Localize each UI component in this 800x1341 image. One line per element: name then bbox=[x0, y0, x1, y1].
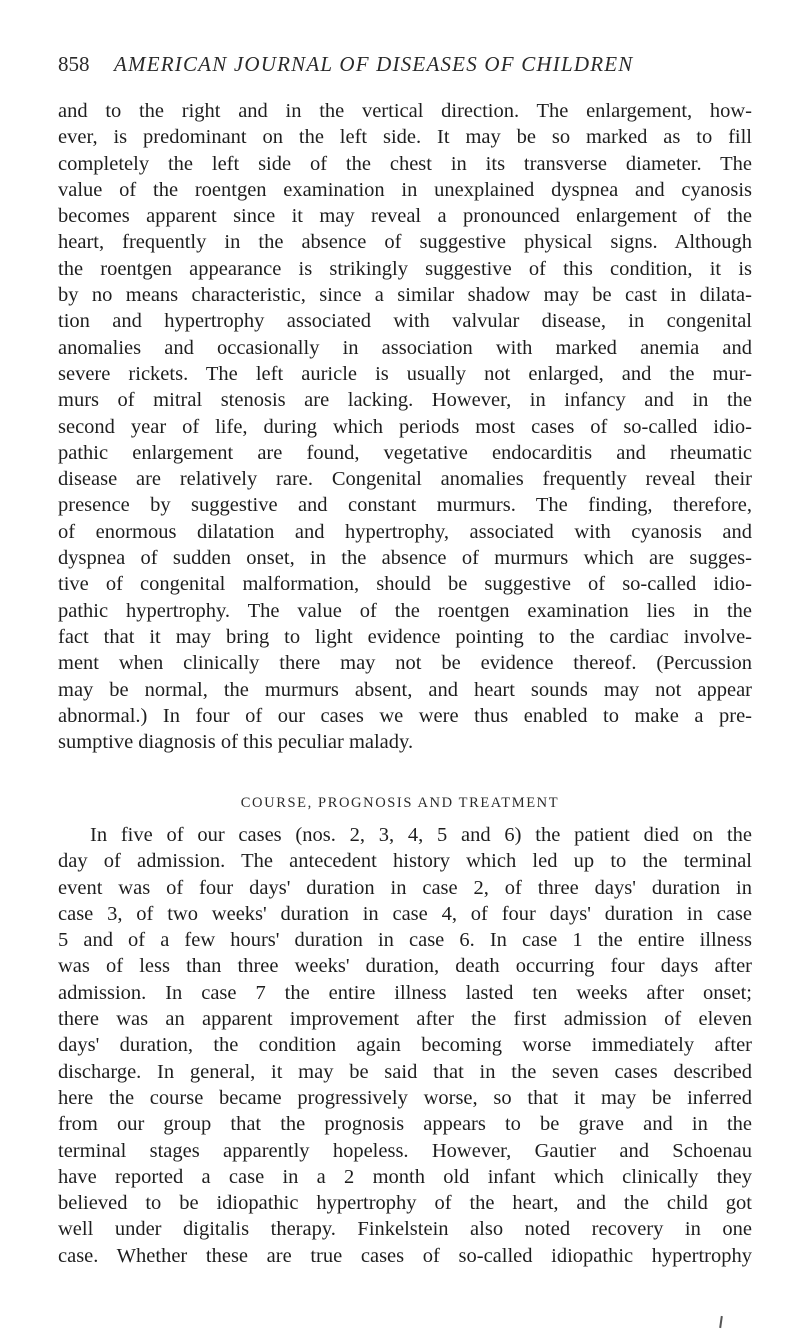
print-mark bbox=[719, 1316, 723, 1328]
text-line: of enormous dilatation and hypertrophy, associated with cyanosis and bbox=[58, 520, 752, 543]
text-line: heart, frequently in the absence of suggestive physical signs. Although bbox=[58, 231, 752, 254]
text-line: presence by suggestive and constant murmurs. The finding, therefore, bbox=[58, 494, 752, 517]
text-line: fact that it may bring to light evidence pointing to the cardiac involve- bbox=[58, 625, 752, 648]
paragraph-course-prognosis bbox=[58, 822, 752, 1269]
text-line: may be normal, the murmurs absent, and heart sounds may not appear bbox=[58, 678, 752, 701]
text-line: completely the left side of the chest in its transverse diameter. The bbox=[58, 152, 752, 175]
text-line: believed to be idiopathic hypertrophy of the heart, and the child got bbox=[58, 1192, 752, 1215]
text-line: case 3, of two weeks' duration in case 4, of four days' duration in case bbox=[58, 902, 752, 925]
text-line: here the course became progressively worse, so that it may be inferred bbox=[58, 1086, 752, 1109]
text-line: pathic hypertrophy. The value of the roentgen examination lies in the bbox=[58, 599, 752, 622]
text-line: In five of our cases (nos. 2, 3, 4, 5 and 6) the patient died on the bbox=[90, 824, 752, 846]
text-line: anomalies and occasionally in association with marked anemia and bbox=[58, 336, 752, 359]
text-line: days' duration, the condition again becoming worse immediately after bbox=[58, 1034, 752, 1057]
text-line: event was of four days' duration in case 2, of three days' duration in bbox=[58, 876, 752, 899]
text-line: dyspnea of sudden onset, in the absence of murmurs which are sugges- bbox=[58, 547, 752, 570]
text-line: have reported a case in a 2 month old infant which clinically they bbox=[58, 1165, 752, 1188]
text-line: second year of life, during which periods most cases of so-called idio- bbox=[58, 415, 752, 438]
text-line: the roentgen appearance is strikingly suggestive of this condition, it is bbox=[58, 257, 752, 280]
text-line: becomes apparent since it may reveal a pronounced enlargement of the bbox=[58, 205, 752, 228]
paragraph-roentgen-examination bbox=[58, 98, 752, 755]
text-line: well under digitalis therapy. Finkelstein also noted recovery in one bbox=[58, 1218, 752, 1241]
text-line: ment when clinically there may not be evidence thereof. (Percussion bbox=[58, 652, 752, 675]
text-line: tive of congenital malformation, should be suggestive of so-called idio- bbox=[58, 573, 752, 596]
page-number: 858 bbox=[58, 52, 90, 76]
text-line: day of admission. The antecedent history which led up to the terminal bbox=[58, 850, 752, 873]
text-line: value of the roentgen examination in unexplained dyspnea and cyanosis bbox=[58, 178, 752, 201]
text-line: case. Whether these are true cases of so-called idiopathic hypertrophy bbox=[58, 1244, 752, 1267]
text-line: severe rickets. The left auricle is usually not enlarged, and the mur- bbox=[58, 362, 752, 385]
text-line: by no means characteristic, since a similar shadow may be cast in dilata- bbox=[58, 284, 752, 307]
text-line: disease are relatively rare. Congenital anomalies frequently reveal their bbox=[58, 468, 752, 491]
text-line: discharge. In general, it may be said that in the seven cases described bbox=[58, 1060, 752, 1083]
text-line: was of less than three weeks' duration, death occurring four days after bbox=[58, 955, 752, 978]
text-line: ever, is predominant on the left side. It may be so marked as to fill bbox=[58, 126, 752, 149]
text-line: pathic enlargement are found, vegetative endocarditis and rheumatic bbox=[58, 441, 752, 464]
text-line: tion and hypertrophy associated with valvular disease, in congenital bbox=[58, 310, 752, 333]
text-line: there was an apparent improvement after the first admission of eleven bbox=[58, 1008, 752, 1031]
text-line: 5 and of a few hours' duration in case 6. In case 1 the entire illness bbox=[58, 929, 752, 952]
text-line: from our group that the prognosis appears to be grave and in the bbox=[58, 1113, 752, 1136]
text-line: sumptive diagnosis of this peculiar malady. bbox=[58, 731, 414, 754]
text-line: and to the right and in the vertical direction. The enlargement, how- bbox=[58, 100, 752, 122]
section-heading: COURSE, PROGNOSIS AND TREATMENT bbox=[240, 795, 560, 811]
text-line: abnormal.) In four of our cases we were thus enabled to make a pre- bbox=[58, 704, 752, 727]
text-line: admission. In case 7 the entire illness lasted ten weeks after onset; bbox=[58, 981, 752, 1004]
journal-title: AMERICAN JOURNAL OF DISEASES OF CHILDREN bbox=[114, 52, 634, 76]
text-line: murs of mitral stenosis are lacking. However, in infancy and in the bbox=[58, 389, 752, 412]
text-line: terminal stages apparently hopeless. However, Gautier and Schoenau bbox=[58, 1139, 752, 1162]
running-head bbox=[58, 50, 758, 78]
